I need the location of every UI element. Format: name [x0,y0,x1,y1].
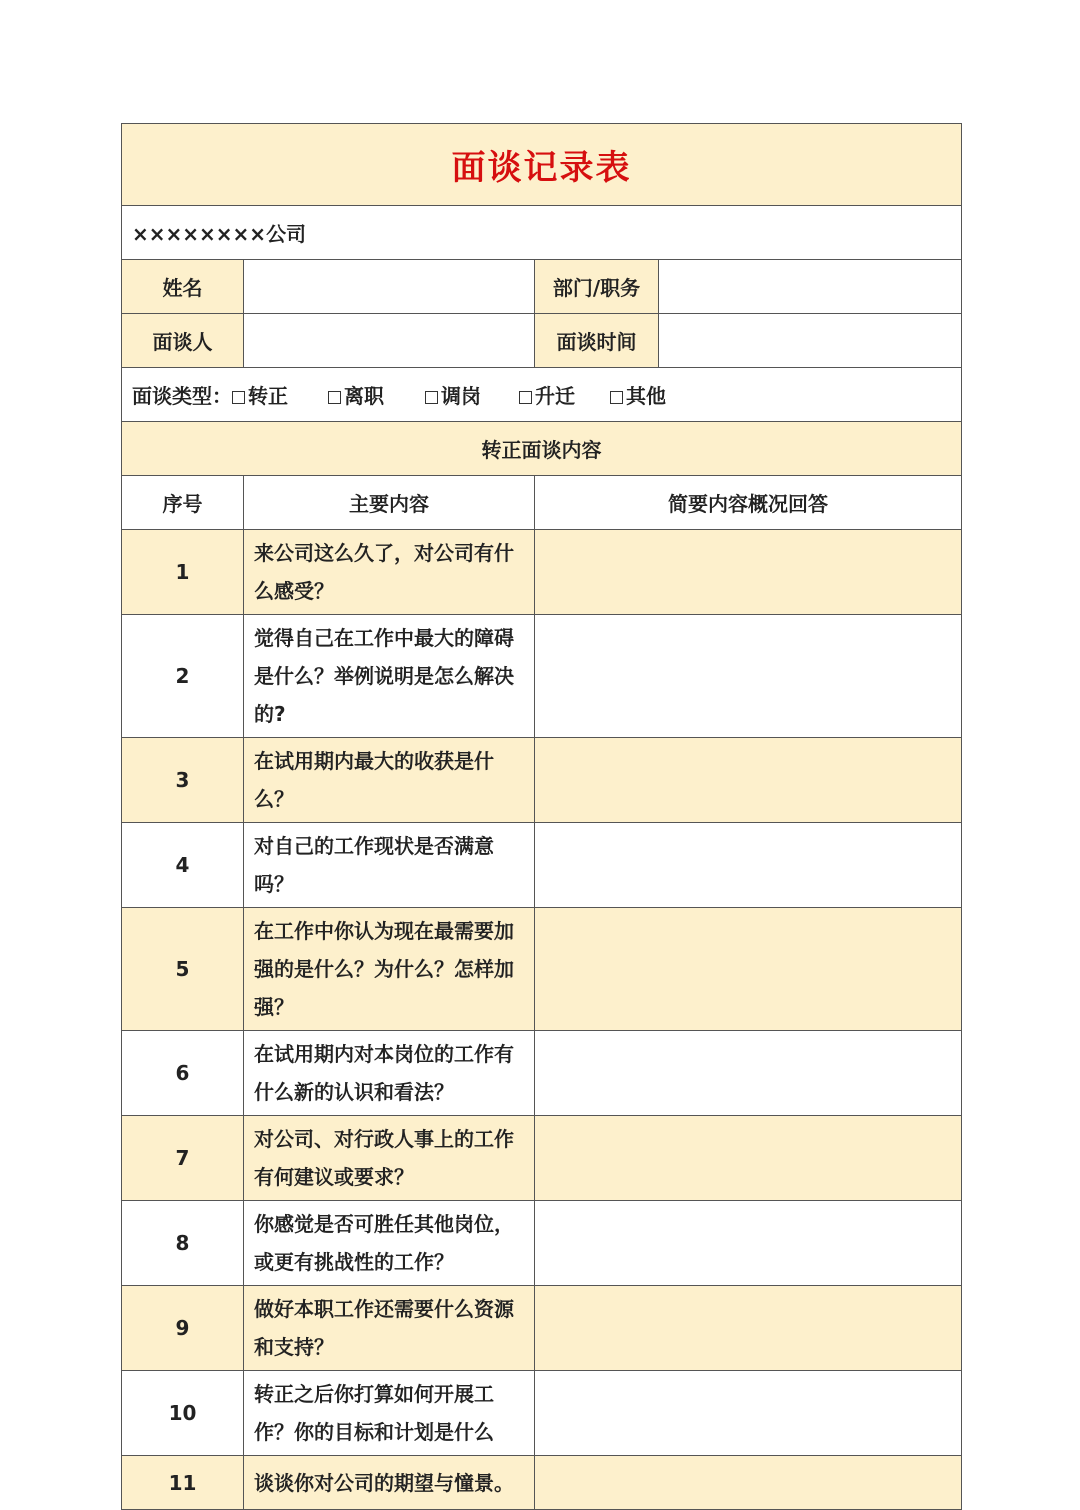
row-number: 4 [122,823,244,908]
question-text: 你感觉是否可胜任其他岗位，或更有挑战性的工作？ [244,1201,535,1286]
form-title: 面谈记录表 [122,124,962,206]
table-row [122,1031,962,1116]
row-number: 3 [122,738,244,823]
checkbox-icon[interactable] [425,391,438,404]
table-row [122,1201,962,1286]
row-number: 5 [122,908,244,1031]
dept-label: 部门/职务 [535,260,659,314]
type-option-confirm[interactable]: 转正 [232,380,328,409]
type-option-resign[interactable]: 离职 [328,380,425,409]
table-row [122,615,962,738]
question-text: 转正之后你打算如何开展工作？你的目标和计划是什么 [244,1371,535,1456]
answer-field[interactable] [535,908,962,1031]
answer-field[interactable] [535,823,962,908]
table-row [122,1286,962,1371]
question-text: 对自己的工作现状是否满意吗？ [244,823,535,908]
type-option-transfer[interactable]: 调岗 [425,380,519,409]
question-text: 觉得自己在工作中最大的障碍是什么？举例说明是怎么解决的? [244,615,535,738]
row-number: 2 [122,615,244,738]
row-number: 10 [122,1371,244,1456]
answer-field[interactable] [535,1371,962,1456]
interviewer-label: 面谈人 [122,314,244,368]
table-row [122,1116,962,1201]
interview-record-form [121,123,962,1510]
question-text: 谈谈你对公司的期望与憧景。 [244,1456,535,1510]
row-number: 7 [122,1116,244,1201]
row-number: 9 [122,1286,244,1371]
interviewer-field[interactable] [244,314,535,368]
answer-field[interactable] [535,1456,962,1510]
answer-field[interactable] [535,738,962,823]
answer-field[interactable] [535,1286,962,1371]
dept-field[interactable] [659,260,962,314]
time-field[interactable] [659,314,962,368]
row-number: 1 [122,530,244,615]
answer-field[interactable] [535,1031,962,1116]
table-row [122,908,962,1031]
table-row [122,530,962,615]
question-text: 在工作中你认为现在最需要加强的是什么？为什么？怎样加强？ [244,908,535,1031]
name-label: 姓名 [122,260,244,314]
question-text: 在试用期内对本岗位的工作有什么新的认识和看法？ [244,1031,535,1116]
column-header-number: 序号 [122,476,244,530]
table-row [122,823,962,908]
interview-type-row [122,368,962,422]
answer-field[interactable] [535,1201,962,1286]
company-name: ××××××××公司 [122,206,962,260]
question-text: 来公司这么久了，对公司有什么感受？ [244,530,535,615]
column-header-answer: 简要内容概况回答 [535,476,962,530]
answer-field[interactable] [535,1116,962,1201]
checkbox-icon[interactable] [232,391,245,404]
table-row [122,738,962,823]
name-field[interactable] [244,260,535,314]
question-text: 做好本职工作还需要什么资源和支持？ [244,1286,535,1371]
checkbox-icon[interactable] [610,391,623,404]
type-option-other[interactable]: 其他 [610,380,666,409]
section-title: 转正面谈内容 [122,422,962,476]
row-number: 8 [122,1201,244,1286]
question-text: 在试用期内最大的收获是什么？ [244,738,535,823]
type-option-promotion[interactable]: 升迁 [519,380,610,409]
answer-field[interactable] [535,615,962,738]
row-number: 11 [122,1456,244,1510]
checkbox-icon[interactable] [328,391,341,404]
table-row [122,1456,962,1510]
row-number: 6 [122,1031,244,1116]
column-header-content: 主要内容 [244,476,535,530]
answer-field[interactable] [535,530,962,615]
interview-type-label: 面谈类型： [132,384,232,408]
question-text: 对公司、对行政人事上的工作有何建议或要求？ [244,1116,535,1201]
checkbox-icon[interactable] [519,391,532,404]
table-row [122,1371,962,1456]
time-label: 面谈时间 [535,314,659,368]
